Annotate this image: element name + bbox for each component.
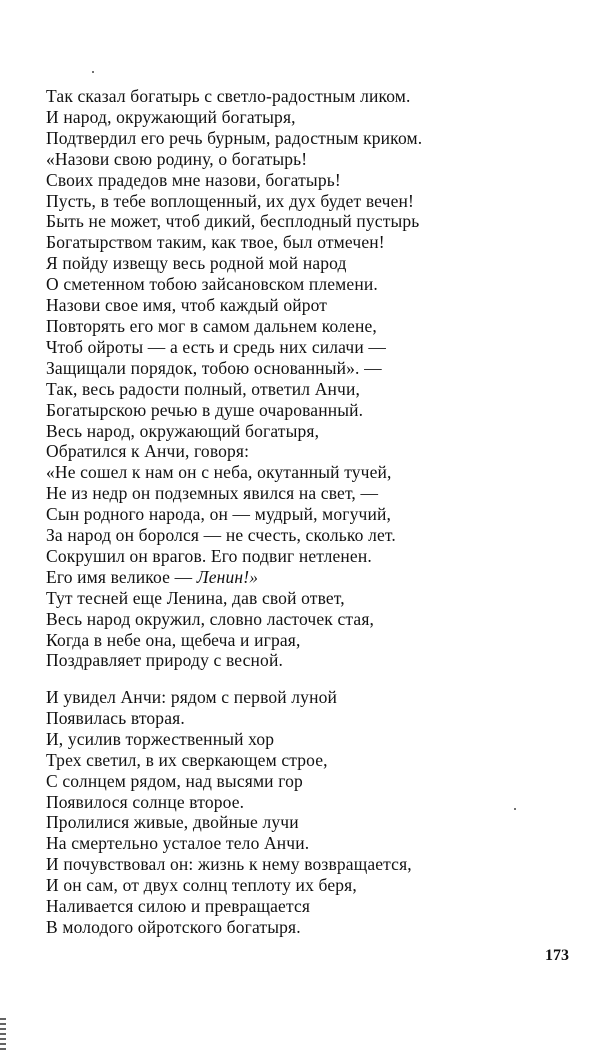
verse-line: Сокрушил он врагов. Его подвиг нетленен. bbox=[46, 545, 372, 566]
verse-line: Не из недр он подземных явился на свет, — bbox=[46, 483, 379, 504]
verse-line: Так, весь радости полный, ответил Анчи, bbox=[46, 378, 360, 399]
verse-line: С солнцем рядом, над высями гор bbox=[46, 770, 303, 791]
stanza-1 bbox=[46, 86, 566, 671]
stanza-2 bbox=[46, 687, 566, 938]
verse-line: Когда в небе она, щебеча и играя, bbox=[46, 629, 301, 650]
verse-line-lenin bbox=[46, 567, 566, 588]
verse-line: Обратился к Анчи, говоря: bbox=[46, 441, 250, 462]
verse-line: Богатырством таким, как твое, был отмечен! bbox=[46, 232, 385, 253]
verse-line: За народ он боролся — не счесть, сколько лет. bbox=[46, 525, 396, 546]
print-speck bbox=[92, 71, 94, 73]
verse-line: Чтоб ойроты — а есть и средь них силачи — bbox=[46, 336, 387, 357]
verse-line: И, усилив торжественный хор bbox=[46, 728, 275, 749]
verse-line: «Назови свою родину, о богатырь! bbox=[46, 148, 308, 169]
verse-line: Пусть, в тебе воплощенный, их дух будет вечен! bbox=[46, 190, 414, 211]
verse-line: Поздравляет природу с весной. bbox=[46, 650, 283, 671]
verse-line: Пролилися живые, двойные лучи bbox=[46, 812, 299, 833]
verse-line: Трех светил, в их сверкающем строе, bbox=[46, 749, 328, 770]
verse-line: И народ, окружающий богатыря, bbox=[46, 106, 296, 127]
verse-line: «Не сошел к нам он с неба, окутанный тучей, bbox=[46, 462, 392, 483]
verse-line: Я пойду извещу весь родной мой народ bbox=[46, 253, 347, 274]
verse-line: Своих прадедов мне назови, богатырь! bbox=[46, 169, 341, 190]
verse-line: Богатырскою речью в душе очарованный. bbox=[46, 399, 364, 420]
verse-line: Сын родного народа, он — мудрый, могучий, bbox=[46, 504, 392, 525]
verse-line: Быть не может, чтоб дикий, бесплодный пустырь bbox=[46, 211, 420, 232]
verse-line: Назови свое имя, чтоб каждый ойрот bbox=[46, 295, 328, 316]
verse-line: В молодого ойротского богатыря. bbox=[46, 916, 301, 937]
print-speck bbox=[514, 808, 516, 810]
verse-line: Тут тесней еще Ленина, дав свой ответ, bbox=[46, 587, 345, 608]
verse-line: И увидел Анчи: рядом с первой луной bbox=[46, 687, 338, 707]
verse-line: Весь народ, окружающий богатыря, bbox=[46, 420, 320, 441]
verse-line: Повторять его мог в самом дальнем колене, bbox=[46, 315, 377, 336]
verse-line: Весь народ окружил, словно ласточек стая, bbox=[46, 608, 375, 629]
verse-line: Наливается силою и превращается bbox=[46, 896, 311, 917]
verse-emphasis: Ленин!» bbox=[196, 566, 259, 587]
verse-line: Так сказал богатырь с светло-радостным ликом. bbox=[46, 86, 411, 106]
verse-line: О сметенном тобою зайсановском племени. bbox=[46, 274, 378, 295]
verse-line: Подтвердил его речь бурным, радостным криком. bbox=[46, 127, 423, 148]
scan-edge-mark bbox=[0, 1018, 6, 1052]
verse-line-prefix: Его имя великое — bbox=[46, 566, 197, 587]
verse-line: Появилась вторая. bbox=[46, 707, 185, 728]
verse-line: И он сам, от двух солнц теплоту их беря, bbox=[46, 875, 357, 896]
verse-line: Защищали порядок, тобою основанный». — bbox=[46, 357, 382, 378]
verse-line: На смертельно усталое тело Анчи. bbox=[46, 833, 310, 854]
verse-line: И почувствовал он: жизнь к нему возвращается, bbox=[46, 854, 412, 875]
page-number: 173 bbox=[545, 947, 569, 964]
verse-line: Появилося солнце второе. bbox=[46, 791, 245, 812]
